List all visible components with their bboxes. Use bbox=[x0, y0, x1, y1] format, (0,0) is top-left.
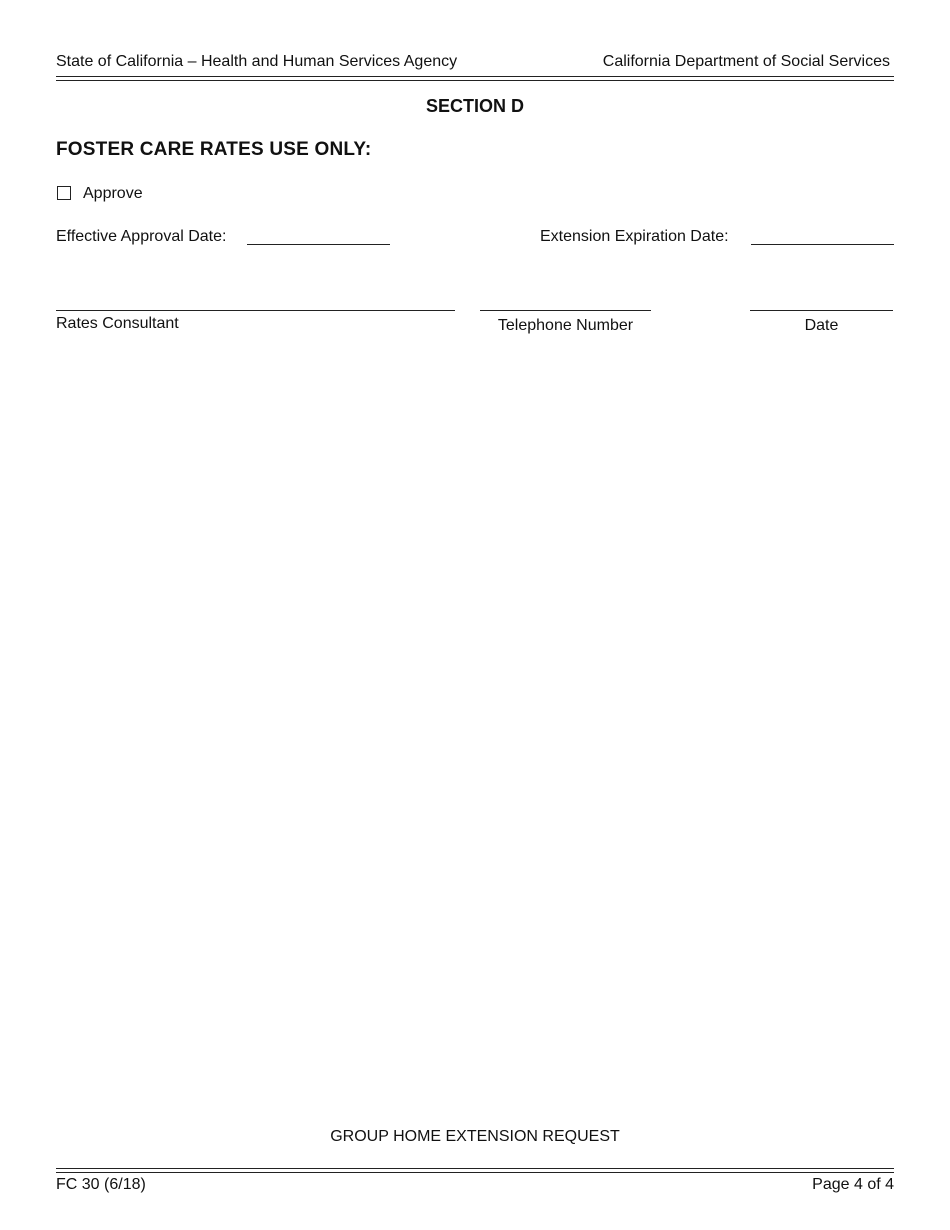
rates-consultant-signature-line[interactable] bbox=[56, 310, 455, 311]
extension-expiration-date-label: Extension Expiration Date: bbox=[540, 228, 729, 245]
form-id: FC 30 (6/18) bbox=[56, 1176, 146, 1193]
footer-divider bbox=[56, 1168, 894, 1173]
page-number: Page 4 of 4 bbox=[812, 1176, 894, 1193]
telephone-number-line[interactable] bbox=[480, 310, 651, 311]
effective-approval-date-label: Effective Approval Date: bbox=[56, 228, 227, 245]
rates-consultant-label: Rates Consultant bbox=[56, 315, 179, 332]
date-label: Date bbox=[804, 317, 839, 334]
effective-approval-date-field[interactable] bbox=[247, 244, 390, 245]
header-divider bbox=[56, 76, 894, 81]
rates-use-heading: FOSTER CARE RATES USE ONLY: bbox=[56, 139, 372, 160]
header-agency: State of California – Health and Human Services Agency bbox=[56, 53, 458, 70]
header-department: California Department of Social Services bbox=[602, 53, 890, 70]
approve-label: Approve bbox=[83, 185, 143, 202]
approve-checkbox[interactable] bbox=[57, 186, 71, 200]
section-title: SECTION D bbox=[425, 96, 524, 116]
extension-expiration-date-field[interactable] bbox=[751, 244, 894, 245]
telephone-number-label: Telephone Number bbox=[497, 317, 634, 334]
form-title: GROUP HOME EXTENSION REQUEST bbox=[330, 1128, 620, 1145]
signature-date-line[interactable] bbox=[750, 310, 893, 311]
